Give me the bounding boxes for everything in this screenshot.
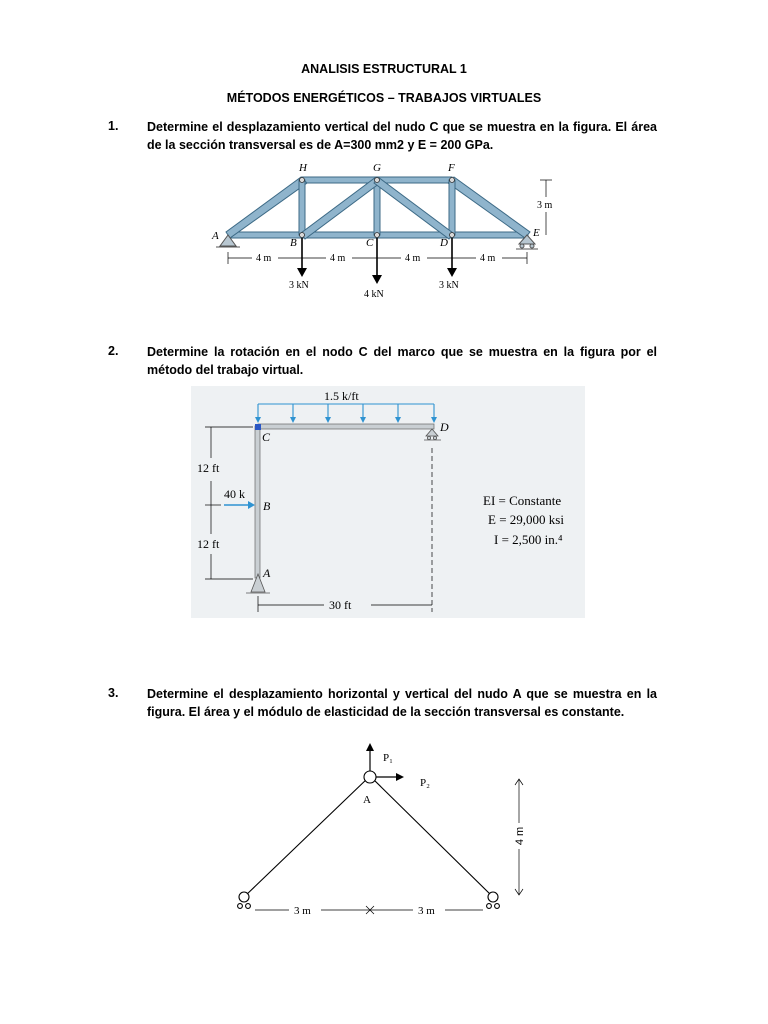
truss-node-H: H — [299, 162, 307, 174]
height-label: 4 m — [514, 826, 526, 846]
truss-node-G: G — [373, 162, 381, 174]
joint-A — [364, 771, 376, 783]
document-title: ANALISIS ESTRUCTURAL 1 — [301, 62, 467, 76]
frame-prop-EI: EI = Constante — [483, 493, 562, 508]
truss-node-B: B — [290, 237, 297, 249]
frame-beam — [258, 424, 434, 429]
node-A-label: A — [363, 794, 371, 806]
frame-column — [255, 426, 260, 578]
frame-node-C: C — [262, 430, 271, 444]
truss-node-A: A — [212, 230, 219, 242]
frame-joint-C — [255, 424, 261, 430]
truss-figure — [200, 160, 570, 305]
two-bar-figure — [225, 735, 545, 925]
frame-height-upper: 12 ft — [197, 461, 220, 475]
span-right-label: 3 m — [418, 905, 435, 917]
frame-figure — [191, 386, 585, 618]
problem-1-number: 1. — [108, 119, 119, 133]
truss-members — [226, 177, 530, 239]
frame-node-B: B — [263, 499, 271, 513]
frame-node-D: D — [440, 420, 449, 434]
truss-load-C: 4 kN — [364, 289, 384, 300]
frame-prop-E: E = 29,000 ksi — [488, 512, 564, 527]
problem-2-number: 2. — [108, 344, 119, 358]
frame-point-load-label: 40 k — [224, 487, 245, 501]
truss-node-F: F — [448, 162, 455, 174]
truss-span-1: 4 m — [256, 253, 272, 264]
load-P1-label: P₁ — [383, 752, 393, 764]
load-P2-label: P₂ — [420, 777, 430, 789]
truss-span-2: 4 m — [330, 253, 346, 264]
truss-height-label: 3 m — [537, 200, 553, 211]
frame-distributed-load-label: 1.5 k/ft — [324, 389, 359, 403]
problem-3-number: 3. — [108, 686, 119, 700]
truss-span-4: 4 m — [480, 253, 496, 264]
span-left-label: 3 m — [294, 905, 311, 917]
problem-2-text: Determine la rotación en el nodo C del marco que se muestra en la figura por el método del trabajo virtual. — [147, 345, 657, 377]
truss-node-C: C — [366, 237, 374, 249]
frame-prop-I: I = 2,500 in.⁴ — [494, 532, 563, 547]
truss-node-E: E — [533, 227, 540, 239]
frame-span-label: 30 ft — [329, 598, 352, 612]
truss-node-D: D — [440, 237, 448, 249]
document-subtitle: MÉTODOS ENERGÉTICOS – TRABAJOS VIRTUALES — [226, 91, 542, 105]
frame-height-lower: 12 ft — [197, 537, 220, 551]
problem-1-text: Determine el desplazamiento vertical del nudo C que se muestra en la figura. El área de la sección transversal es de A=300 mm2 y E = 200 GPa. — [147, 120, 657, 152]
problem-3-text: Determine el desplazamiento horizontal y vertical del nudo A que se muestra en la figura. El área y el módulo de elasticidad de la sección transversal es constante. — [147, 687, 657, 719]
truss-load-B: 3 kN — [289, 280, 309, 291]
truss-span-3: 4 m — [405, 253, 421, 264]
truss-load-D: 3 kN — [439, 280, 459, 291]
member-right — [371, 777, 493, 897]
member-left — [244, 777, 369, 897]
frame-node-A: A — [263, 566, 271, 580]
